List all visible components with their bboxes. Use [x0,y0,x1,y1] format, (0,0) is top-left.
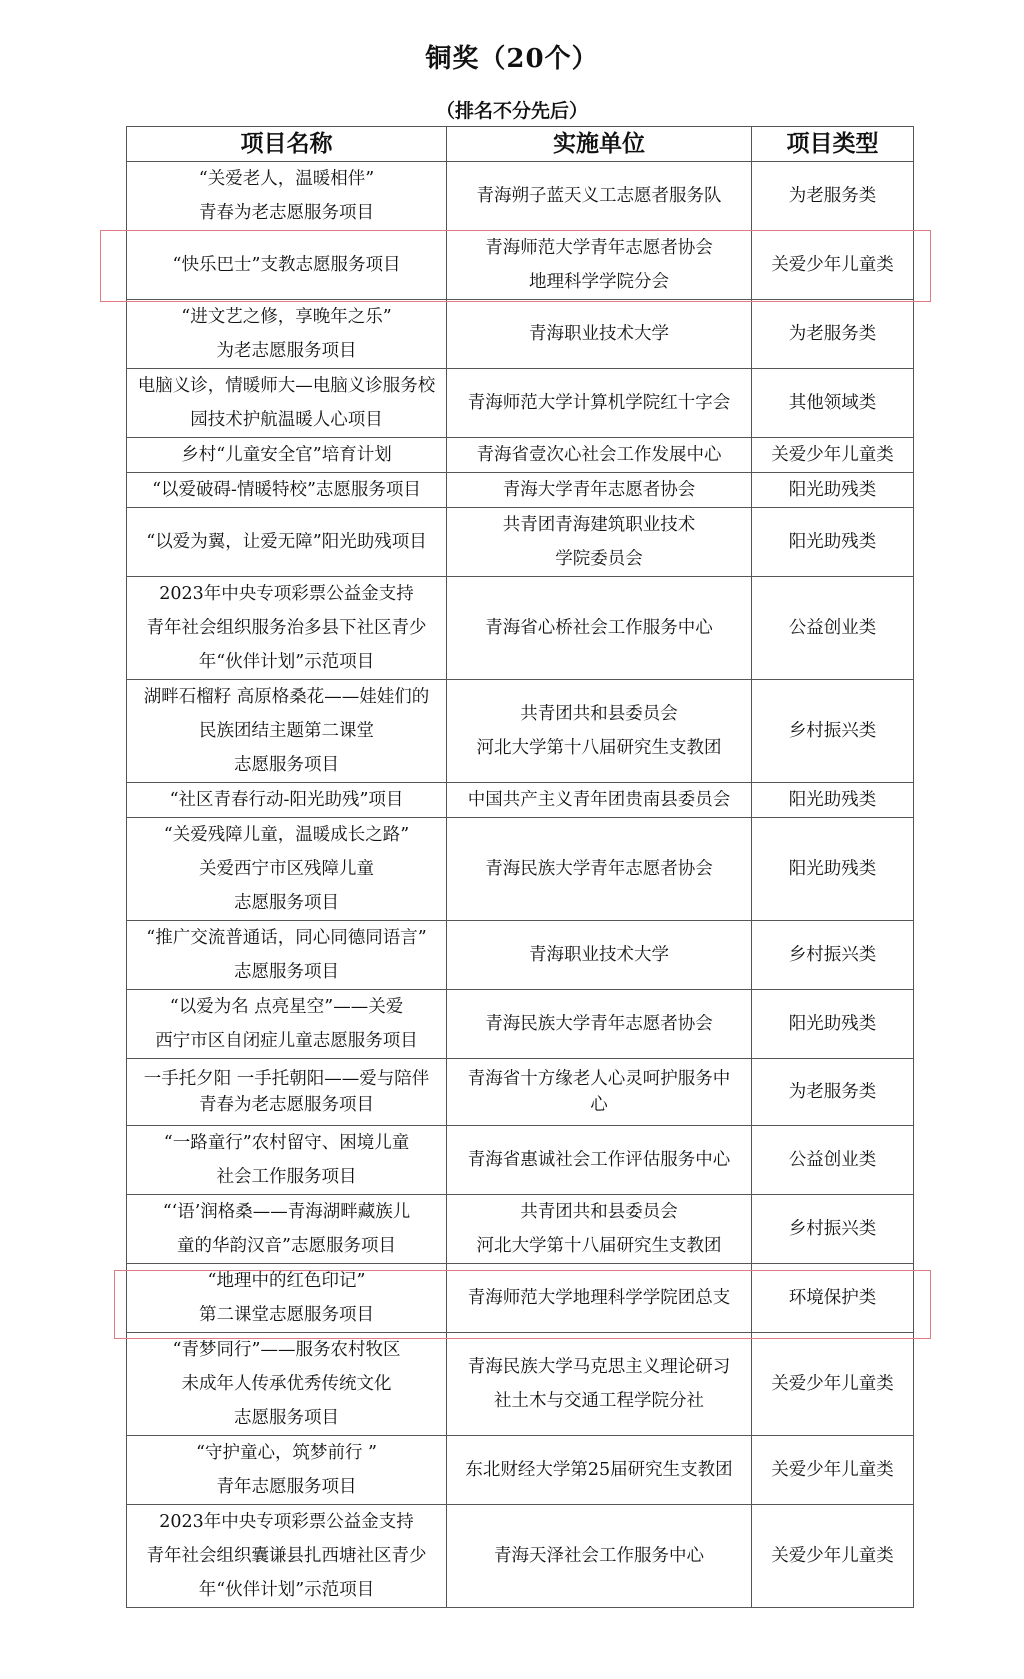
cell-project-name: “关爱残障儿童，温暖成长之路” 关爱西宁市区残障儿童 志愿服务项目 [127,818,447,921]
cell-project-type: 阳光助残类 [752,473,914,508]
table-row [127,369,914,438]
table-row [127,1333,914,1436]
table-row [127,473,914,508]
cell-project-name: “地理中的红色印记” 第二课堂志愿服务项目 [127,1264,447,1333]
cell-project-type: 关爱少年儿童类 [752,1505,914,1608]
cell-project-name: “以爱为名 点亮星空”——关爱 西宁市区自闭症儿童志愿服务项目 [127,990,447,1059]
cell-project-name: 2023年中央专项彩票公益金支持 青年社会组织囊谦县扎西塘社区青少 年“伙伴计划”示范项目 [127,1505,447,1608]
cell-project-type: 乡村振兴类 [752,680,914,783]
header-project-type: 项目类型 [752,127,914,162]
cell-implementing-unit: 共青团共和县委员会 河北大学第十八届研究生支教团 [447,680,752,783]
table-row [127,1505,914,1608]
cell-implementing-unit: 青海省惠诚社会工作评估服务中心 [447,1126,752,1195]
table-row [127,990,914,1059]
table-row [127,577,914,680]
table-body [127,162,914,1608]
cell-project-name: “守护童心，筑梦前行 ” 青年志愿服务项目 [127,1436,447,1505]
cell-implementing-unit: 青海民族大学青年志愿者协会 [447,990,752,1059]
cell-project-type: 为老服务类 [752,162,914,231]
cell-project-type: 关爱少年儿童类 [752,1436,914,1505]
cell-project-type: 公益创业类 [752,577,914,680]
cell-project-type: 关爱少年儿童类 [752,1333,914,1436]
cell-project-name: 湖畔石榴籽 高原格桑花——娃娃们的 民族团结主题第二课堂 志愿服务项目 [127,680,447,783]
page-title: 铜奖（20个） [425,44,599,74]
cell-project-type: 公益创业类 [752,1126,914,1195]
cell-implementing-unit: 青海省心桥社会工作服务中心 [447,577,752,680]
cell-implementing-unit: 青海师范大学计算机学院红十字会 [447,369,752,438]
cell-implementing-unit: 青海民族大学马克思主义理论研习 社土木与交通工程学院分社 [447,1333,752,1436]
table-row [127,508,914,577]
awards-table [126,126,914,1608]
cell-implementing-unit: 共青团共和县委员会 河北大学第十八届研究生支教团 [447,1195,752,1264]
cell-project-type: 阳光助残类 [752,508,914,577]
table-row [127,438,914,473]
table-row [127,1059,914,1126]
cell-implementing-unit: 中国共产主义青年团贵南县委员会 [447,783,752,818]
cell-implementing-unit: 青海职业技术大学 [447,300,752,369]
header-implementing-unit: 实施单位 [447,127,752,162]
cell-project-name: “快乐巴士”支教志愿服务项目 [127,231,447,300]
cell-project-name: 2023年中央专项彩票公益金支持 青年社会组织服务治多县下社区青少 年“伙伴计划”示范项目 [127,577,447,680]
cell-implementing-unit: 青海大学青年志愿者协会 [447,473,752,508]
table-row [127,921,914,990]
cell-project-type: 其他领域类 [752,369,914,438]
table-row [127,680,914,783]
cell-project-type: 为老服务类 [752,1059,914,1126]
cell-implementing-unit: 青海民族大学青年志愿者协会 [447,818,752,921]
page-subtitle: （排名不分先后） [435,100,588,122]
table-row [127,783,914,818]
cell-implementing-unit: 青海省壹次心社会工作发展中心 [447,438,752,473]
cell-project-name: “进文艺之修，享晚年之乐” 为老志愿服务项目 [127,300,447,369]
cell-project-type: 阳光助残类 [752,783,914,818]
cell-project-type: 为老服务类 [752,300,914,369]
cell-project-type: 乡村振兴类 [752,1195,914,1264]
table-row [127,1436,914,1505]
cell-implementing-unit: 青海天泽社会工作服务中心 [447,1505,752,1608]
cell-project-type: 乡村振兴类 [752,921,914,990]
cell-project-name: “推广交流普通话，同心同德同语言” 志愿服务项目 [127,921,447,990]
cell-project-name: “‘语’润格桑——青海湖畔藏族儿 童的华韵汉音”志愿服务项目 [127,1195,447,1264]
cell-implementing-unit: 青海省十方缘老人心灵呵护服务中 心 [447,1059,752,1126]
cell-implementing-unit: 青海师范大学地理科学学院团总支 [447,1264,752,1333]
table-row [127,231,914,300]
table-row [127,1126,914,1195]
cell-project-name: 乡村“儿童安全官”培育计划 [127,438,447,473]
cell-implementing-unit: 青海师范大学青年志愿者协会 地理科学学院分会 [447,231,752,300]
cell-project-name: “以爱为翼，让爱无障”阳光助残项目 [127,508,447,577]
cell-project-type: 环境保护类 [752,1264,914,1333]
cell-implementing-unit: 东北财经大学第25届研究生支教团 [447,1436,752,1505]
cell-project-type: 关爱少年儿童类 [752,231,914,300]
table-row [127,300,914,369]
cell-project-name: “一路童行”农村留守、困境儿童 社会工作服务项目 [127,1126,447,1195]
table-row [127,1195,914,1264]
cell-project-name: “以爱破碍-情暖特校”志愿服务项目 [127,473,447,508]
cell-project-type: 阳光助残类 [752,990,914,1059]
cell-project-type: 关爱少年儿童类 [752,438,914,473]
header-project-name: 项目名称 [127,127,447,162]
cell-project-name: “社区青春行动-阳光助残”项目 [127,783,447,818]
cell-implementing-unit: 共青团青海建筑职业技术 学院委员会 [447,508,752,577]
table-row [127,818,914,921]
cell-project-name: “关爱老人，温暖相伴” 青春为老志愿服务项目 [127,162,447,231]
cell-implementing-unit: 青海职业技术大学 [447,921,752,990]
cell-project-type: 阳光助残类 [752,818,914,921]
table-row [127,1264,914,1333]
cell-project-name: 电脑义诊，情暖师大—电脑义诊服务校 园技术护航温暖人心项目 [127,369,447,438]
cell-project-name: 一手托夕阳 一手托朝阳——爱与陪伴 青春为老志愿服务项目 [127,1059,447,1126]
table-header-row [127,127,914,162]
cell-project-name: “青梦同行”——服务农村牧区 未成年人传承优秀传统文化 志愿服务项目 [127,1333,447,1436]
cell-implementing-unit: 青海朔子蓝天义工志愿者服务队 [447,162,752,231]
table-row [127,162,914,231]
